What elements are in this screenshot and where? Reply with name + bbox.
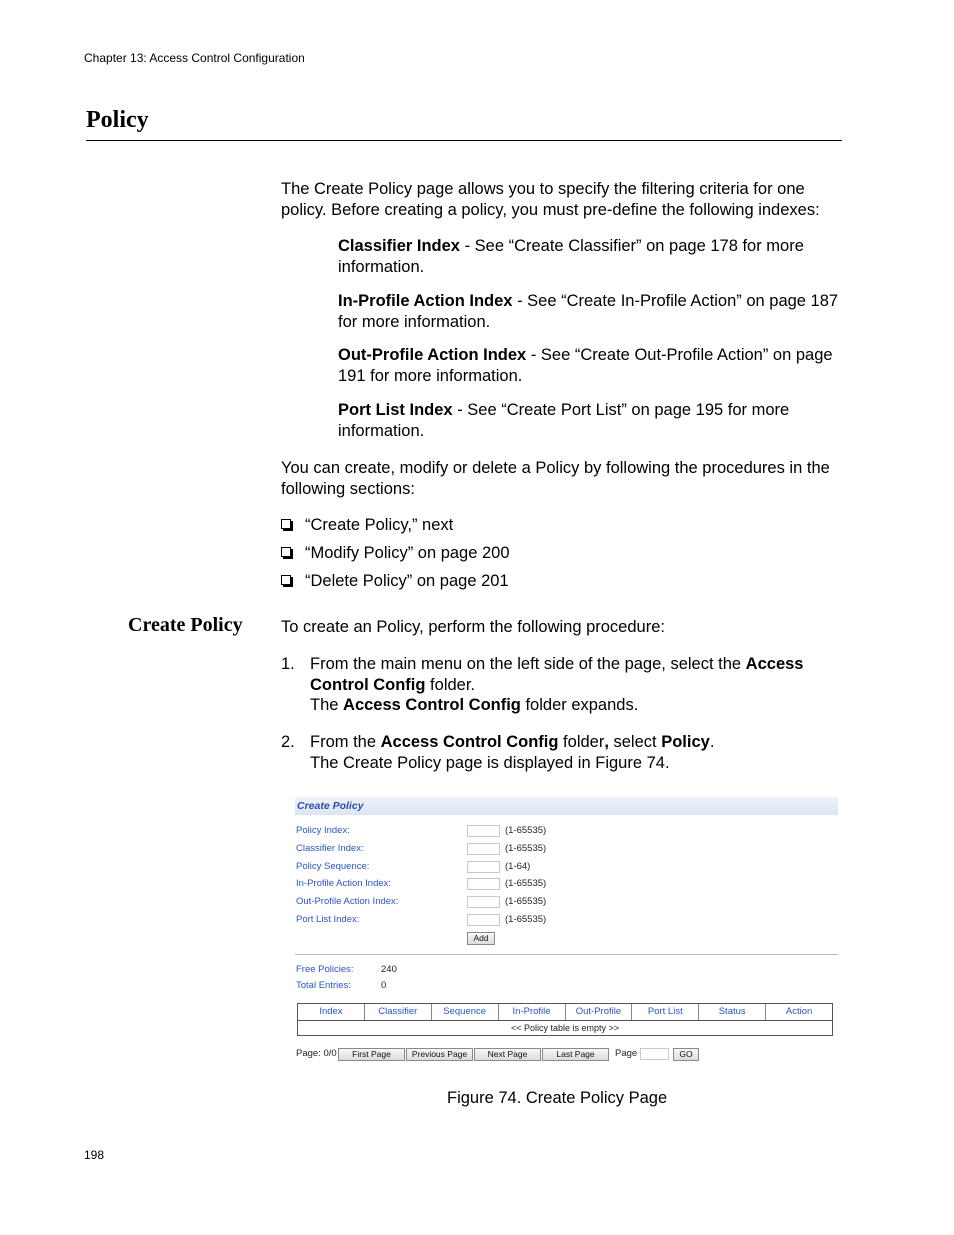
port-list-index-label: Port List Index: xyxy=(296,914,360,925)
port-list-index-range: (1-65535) xyxy=(505,914,547,925)
go-button[interactable]: GO xyxy=(673,1048,699,1061)
index-text: - See “Create Classifier” on page 178 for more information. xyxy=(338,237,804,276)
total-entries-label: Total Entries: xyxy=(296,980,351,991)
last-page-button[interactable]: Last Page xyxy=(542,1048,609,1061)
out-profile-action-index-range: (1-65535) xyxy=(505,896,547,907)
step-text-part: folder expands. xyxy=(520,696,639,714)
step-bold-part: Access Control Config xyxy=(310,655,804,694)
classifier-index-label: Classifier Index: xyxy=(296,843,364,854)
intro-paragraph: The Create Policy page allows you to specify the filtering criteria for one policy. Before creating a policy, you must pre-define the following indexes: xyxy=(281,180,820,219)
step-bold-part: Access Control Config xyxy=(343,696,521,714)
page-label: Page xyxy=(615,1048,638,1059)
step-text-part: select xyxy=(608,733,662,751)
free-policies-value: 240 xyxy=(381,964,397,975)
subsection-intro: To create an Policy, perform the following procedure: xyxy=(281,618,665,636)
chapter-header: Chapter 13: Access Control Configuration xyxy=(84,51,305,65)
step-2-text xyxy=(310,732,850,773)
index-term: Port List Index xyxy=(338,401,453,419)
column-header-classifier: Classifier xyxy=(365,1004,432,1020)
figure-caption: Figure 74. Create Policy Page xyxy=(447,1089,668,1107)
index-text: - See “Create Port List” on page 195 for more information. xyxy=(338,401,790,440)
procedures-paragraph: You can create, modify or delete a Policy by following the procedures in the following sections: xyxy=(281,459,830,498)
index-term: Classifier Index xyxy=(338,237,460,255)
total-entries-value: 0 xyxy=(381,980,387,991)
index-term: Out-Profile Action Index xyxy=(338,346,527,364)
step-text-part: From the xyxy=(310,733,381,751)
page-number: 198 xyxy=(84,1148,105,1162)
index-item-out-profile xyxy=(338,345,848,386)
index-text: - See “Create Out-Profile Action” on page 191 for more information. xyxy=(338,346,833,385)
page-status: Page: 0/0 xyxy=(296,1048,337,1059)
index-text: - See “Create In-Profile Action” on page 187 for more information. xyxy=(338,292,839,331)
step-bold-part: Access Control Config xyxy=(380,733,559,751)
index-item-in-profile xyxy=(338,291,848,332)
link-item-delete-policy[interactable] xyxy=(281,571,509,592)
free-policies-label: Free Policies: xyxy=(296,964,354,975)
page-number-input[interactable] xyxy=(640,1048,669,1060)
next-page-button[interactable]: Next Page xyxy=(474,1048,541,1061)
step-number: 2. xyxy=(281,733,295,751)
link-text[interactable]: “Delete Policy” on page 201 xyxy=(305,572,509,590)
column-header-out-profile: Out-Profile xyxy=(566,1004,633,1020)
column-header-port-list: Port List xyxy=(632,1004,699,1020)
column-header-index: Index xyxy=(298,1004,365,1020)
column-header-in-profile: In-Profile xyxy=(499,1004,566,1020)
index-term: In-Profile Action Index xyxy=(338,292,513,310)
table-empty-message: << Policy table is empty >> xyxy=(510,1023,620,1033)
link-item-create-policy[interactable] xyxy=(281,515,453,536)
checkbox-bullet-icon xyxy=(281,575,291,585)
checkbox-bullet-icon xyxy=(281,519,291,529)
link-text[interactable]: “Create Policy,” next xyxy=(305,516,454,534)
policy-sequence-range: (1-64) xyxy=(505,861,531,872)
step-text-part: The xyxy=(310,696,344,714)
classifier-index-input[interactable] xyxy=(467,843,500,855)
step-text-part: folder. xyxy=(425,675,476,694)
classifier-index-range: (1-65535) xyxy=(505,843,547,854)
step-1-text xyxy=(310,654,850,716)
step-text-part: . xyxy=(709,733,715,751)
out-profile-action-index-label: Out-Profile Action Index: xyxy=(296,896,399,907)
policy-index-range: (1-65535) xyxy=(505,825,547,836)
step-text-part: The Create Policy page is displayed in Figure 74. xyxy=(310,753,670,772)
policy-table xyxy=(297,1003,833,1036)
column-header-sequence: Sequence xyxy=(432,1004,499,1020)
index-item-classifier xyxy=(338,236,848,277)
column-header-status: Status xyxy=(699,1004,766,1020)
section-title: Policy xyxy=(86,107,149,133)
subsection-title: Create Policy xyxy=(128,614,243,636)
policy-index-input[interactable] xyxy=(467,825,500,837)
in-profile-action-index-range: (1-65535) xyxy=(505,878,547,889)
policy-sequence-input[interactable] xyxy=(467,861,500,873)
policy-sequence-label: Policy Sequence: xyxy=(296,861,370,872)
step-bold-part: , xyxy=(604,733,609,751)
create-policy-figure xyxy=(295,797,838,1067)
figure-title-bar: Create Policy xyxy=(295,797,838,815)
in-profile-action-index-label: In-Profile Action Index: xyxy=(296,878,392,889)
step-text-part: From the main menu on the left side of the page, select the xyxy=(310,655,746,673)
step-bold-part: Policy xyxy=(661,733,710,751)
previous-page-button[interactable]: Previous Page xyxy=(406,1048,473,1061)
out-profile-action-index-input[interactable] xyxy=(467,896,500,908)
port-list-index-input[interactable] xyxy=(467,914,500,926)
column-header-action: Action xyxy=(785,1006,813,1017)
link-text[interactable]: “Modify Policy” on page 200 xyxy=(305,544,510,562)
policy-table-header xyxy=(298,1004,832,1021)
in-profile-action-index-input[interactable] xyxy=(467,878,500,890)
checkbox-bullet-icon xyxy=(281,547,291,557)
link-item-modify-policy[interactable] xyxy=(281,543,510,564)
title-rule xyxy=(86,140,842,141)
step-text-part: folder xyxy=(558,733,605,751)
index-item-port-list xyxy=(338,400,848,441)
figure-separator xyxy=(295,954,838,955)
policy-index-label: Policy Index: xyxy=(296,825,350,836)
step-number: 1. xyxy=(281,655,295,673)
first-page-button[interactable]: First Page xyxy=(338,1048,405,1061)
add-button[interactable]: Add xyxy=(467,932,495,945)
